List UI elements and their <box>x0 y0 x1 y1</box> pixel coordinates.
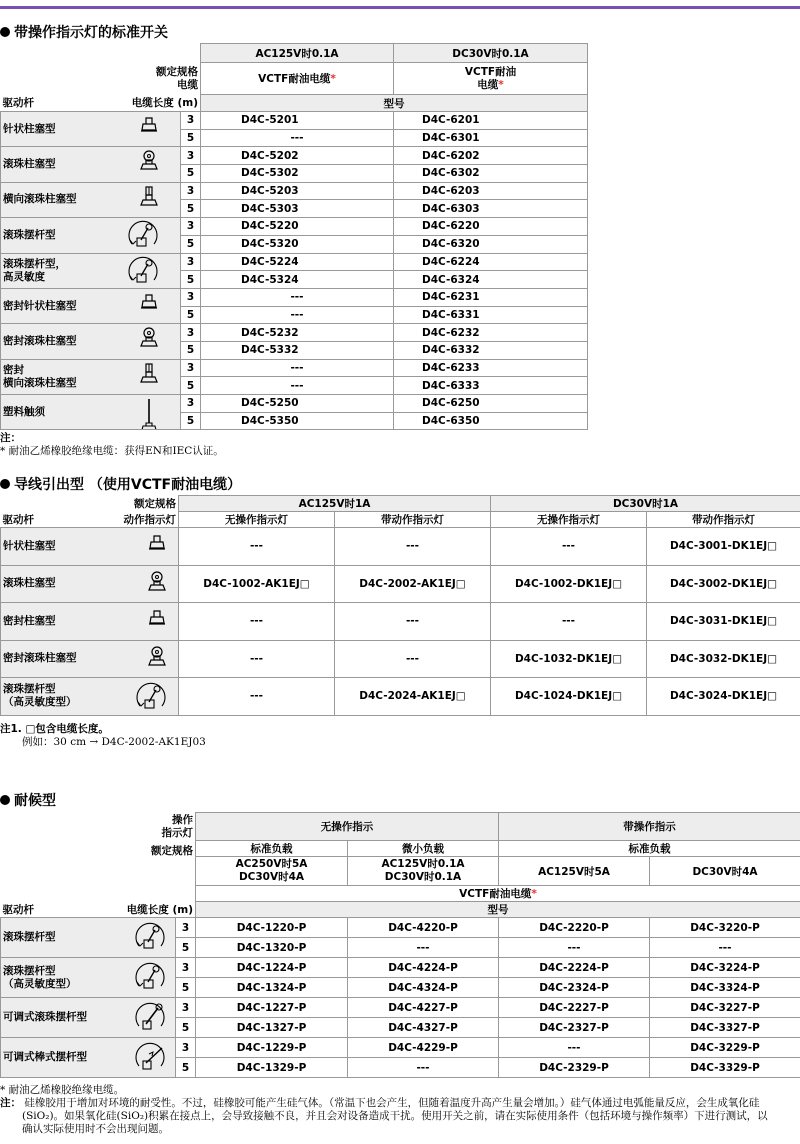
section-title-standard: 带操作指示灯的标准开关 <box>0 22 168 42</box>
model-header: 型号 <box>201 95 588 112</box>
cable-length: 3 <box>181 218 201 236</box>
cable-length: 3 <box>181 288 201 306</box>
model-dc: D4C-6202 <box>394 147 588 165</box>
actuator-name: 密封滚珠柱塞型 <box>1 640 179 678</box>
actuator-length-header: 驱动杆 电缆长度 (m) <box>2 903 193 916</box>
model-cell: D4C-1329-P <box>196 1058 348 1078</box>
rating-header: 额定规格 <box>134 498 176 510</box>
whisker-icon <box>138 397 160 430</box>
model-dc: D4C-6324 <box>394 271 588 289</box>
table-row <box>1 359 588 377</box>
cable-length: 3 <box>181 112 201 130</box>
model-ac: D4C-5332 <box>201 341 394 359</box>
cable-length: 5 <box>181 306 201 324</box>
voltage-header-1: AC250V时5A DC30V时4A <box>196 857 348 886</box>
model-ac: D4C-5320 <box>201 235 394 253</box>
cable-length: 5 <box>181 235 201 253</box>
vctf-header-1: VCTF耐油电缆* <box>201 63 394 95</box>
cable-length: 3 <box>176 918 196 938</box>
actuator-name: 针状柱塞型 <box>1 112 181 147</box>
model-ac: --- <box>201 129 394 147</box>
actuator-name: 滚珠摆杆型 <box>1 218 181 253</box>
model-cell: D4C-3032-DK1EJ□ <box>647 640 800 678</box>
blank-cell <box>1 886 196 902</box>
model-ac: D4C-5201 <box>201 112 394 130</box>
model-dc: D4C-6302 <box>394 165 588 183</box>
cable-length: 3 <box>181 324 201 342</box>
pin-plunger-icon <box>138 114 160 140</box>
std-load-header: 标准负载 <box>196 841 348 857</box>
dc-header: DC30V时1A <box>491 496 800 512</box>
cable-length: 5 <box>181 200 201 218</box>
pin-plunger-icon <box>146 607 168 633</box>
model-ac: D4C-5350 <box>201 412 394 430</box>
model-cell: D4C-1224-P <box>196 958 348 978</box>
section-title-weatherproof: 耐候型 <box>0 790 56 810</box>
model-cell: D4C-2227-P <box>499 998 650 1018</box>
model-cell: --- <box>491 528 647 566</box>
model-cell: --- <box>179 640 335 678</box>
model-cell: D4C-2002-AK1EJ□ <box>335 565 491 603</box>
model-cell: D4C-4324-P <box>348 978 499 998</box>
model-cell: D4C-1327-P <box>196 1018 348 1038</box>
table-row <box>1 1038 800 1058</box>
model-cell: D4C-4229-P <box>348 1038 499 1058</box>
model-cell: D4C-4224-P <box>348 958 499 978</box>
actuator-name: 滚珠摆杆型， 高灵敏度 <box>1 253 181 288</box>
roller-lever-icon <box>134 682 168 715</box>
model-ac: D4C-5224 <box>201 253 394 271</box>
model-cell: --- <box>335 640 491 678</box>
cable-length: 5 <box>176 978 196 998</box>
actuator-name: 密封滚珠柱塞型 <box>1 324 181 359</box>
model-dc: D4C-6224 <box>394 253 588 271</box>
section3-note: * 耐油乙烯橡胶绝缘电缆。 注： 硅橡胶用于增加对环境的耐受性。不过，硅橡胶可能产生硅气体。（常温下也会产生，但随着温度升高产生量会增加。）硅气体通过电弧能量反应，会生成氧化硅 (SiO₂)。如果氧化硅(SiO₂)积累在接点上，会导致接触不良，并且会对设备造成干扰。使用开关之前，请在实际使用条件（包括环境与操作频率）下进行测试，以 确认实际使用时不会出现问题。 <box>0 1084 768 1135</box>
model-dc: D4C-6332 <box>394 341 588 359</box>
model-cell: D4C-1002-AK1EJ□ <box>179 565 335 603</box>
actuator-name: 塑料触须 <box>1 395 181 430</box>
model-cell: D4C-3329-P <box>650 1058 800 1078</box>
model-cell: D4C-4220-P <box>348 918 499 938</box>
model-cell: D4C-3224-P <box>650 958 800 978</box>
rating-header: 额定规格 <box>151 844 193 857</box>
table-row <box>1 147 588 165</box>
table-row <box>1 998 800 1018</box>
model-dc: D4C-6303 <box>394 200 588 218</box>
model-ac: D4C-5303 <box>201 200 394 218</box>
rating-header: 额定规格 电缆 <box>156 65 198 91</box>
cable-length: 3 <box>181 147 201 165</box>
actuator-name: 滚珠摆杆型 <box>1 918 176 958</box>
cable-length: 3 <box>176 958 196 978</box>
model-cell: --- <box>335 528 491 566</box>
model-dc: D4C-6331 <box>394 306 588 324</box>
roller-lever-icon <box>126 220 160 253</box>
table-row <box>1 918 800 938</box>
pin-plunger-icon <box>138 291 160 317</box>
model-cell: --- <box>499 1038 650 1058</box>
pin-plunger-icon <box>146 532 168 558</box>
roller-plunger-icon <box>146 645 168 673</box>
model-cell: D4C-1227-P <box>196 998 348 1018</box>
vctf-header: VCTF耐油电缆* <box>196 886 800 902</box>
model-cell: D4C-2024-AK1EJ□ <box>335 678 491 716</box>
cable-length: 5 <box>181 341 201 359</box>
voltage-header-3: AC125V时5A <box>499 857 650 886</box>
model-ac: --- <box>201 359 394 377</box>
cable-length: 3 <box>176 998 196 1018</box>
model-dc: D4C-6201 <box>394 112 588 130</box>
table-row <box>1 288 588 306</box>
model-dc: D4C-6320 <box>394 235 588 253</box>
table-row <box>1 565 800 603</box>
model-cell: D4C-4227-P <box>348 998 499 1018</box>
model-ac: D4C-5203 <box>201 182 394 200</box>
actuator-length-header: 驱动杆 电缆长度 (m) <box>2 97 198 110</box>
model-cell: --- <box>179 603 335 641</box>
model-cell: D4C-3001-DK1EJ□ <box>647 528 800 566</box>
vctf-header-2: VCTF耐油 电缆* <box>394 63 588 95</box>
model-cell: --- <box>348 1058 499 1078</box>
model-cell: D4C-1024-DK1EJ□ <box>491 678 647 716</box>
model-cell: D4C-3024-DK1EJ□ <box>647 678 800 716</box>
model-cell: D4C-1220-P <box>196 918 348 938</box>
actuator-name: 针状柱塞型 <box>1 528 179 566</box>
model-cell: D4C-3229-P <box>650 1038 800 1058</box>
model-cell: --- <box>179 528 335 566</box>
table-row <box>1 678 800 716</box>
model-cell: D4C-2324-P <box>499 978 650 998</box>
model-ac: D4C-5232 <box>201 324 394 342</box>
with-indicator-header: 带操作指示 <box>499 813 800 841</box>
actuator-name: 密封 横向滚珠柱塞型 <box>1 359 181 394</box>
model-dc: D4C-6333 <box>394 377 588 395</box>
model-dc: D4C-6350 <box>394 412 588 430</box>
model-cell: D4C-1320-P <box>196 938 348 958</box>
table-row <box>1 218 588 236</box>
actuator-name: 滚珠摆杆型 （高灵敏度型） <box>1 958 176 998</box>
model-dc: D4C-6231 <box>394 288 588 306</box>
model-cell: D4C-3031-DK1EJ□ <box>647 603 800 641</box>
actuator-name: 密封针状柱塞型 <box>1 288 181 323</box>
cable-length: 5 <box>181 412 201 430</box>
no-lamp-header: 无操作指示灯 <box>179 512 335 528</box>
model-ac: D4C-5220 <box>201 218 394 236</box>
model-dc: D4C-6220 <box>394 218 588 236</box>
roller-lever-icon <box>133 922 167 956</box>
model-dc: D4C-6250 <box>394 395 588 413</box>
table-row <box>1 324 588 342</box>
actuator-name: 滚珠柱塞型 <box>1 565 179 603</box>
voltage-header-2: AC125V时0.1A DC30V时0.1A <box>348 857 499 886</box>
model-cell: D4C-2224-P <box>499 958 650 978</box>
with-lamp-header: 带动作指示灯 <box>647 512 800 528</box>
roller-lever-icon <box>126 256 160 289</box>
table-row <box>1 395 588 413</box>
table-row <box>1 253 588 271</box>
model-ac: D4C-5324 <box>201 271 394 289</box>
model-dc: D4C-6232 <box>394 324 588 342</box>
model-cell: --- <box>335 603 491 641</box>
model-ac: --- <box>201 288 394 306</box>
model-cell: D4C-2220-P <box>499 918 650 938</box>
cross-roller-plunger-icon <box>138 185 160 213</box>
roller-lever-icon <box>133 962 167 996</box>
section2-note: 注1. □包含电缆长度。 例如：30 cm → D4C-2002-AK1EJ03 <box>0 723 206 748</box>
model-ac: D4C-5250 <box>201 395 394 413</box>
model-cell: D4C-2329-P <box>499 1058 650 1078</box>
section-title-lead-wire: 导线引出型 （使用VCTF耐油电缆） <box>0 474 241 494</box>
table-row <box>1 112 588 130</box>
adjustable-rod-lever-icon <box>133 1042 167 1076</box>
model-cell: D4C-4327-P <box>348 1018 499 1038</box>
model-cell: D4C-3327-P <box>650 1018 800 1038</box>
cable-length: 3 <box>176 1038 196 1058</box>
model-ac: D4C-5302 <box>201 165 394 183</box>
adjustable-roller-lever-icon <box>133 1002 167 1036</box>
model-cell: D4C-3002-DK1EJ□ <box>647 565 800 603</box>
model-dc: D4C-6233 <box>394 359 588 377</box>
model-cell: D4C-3324-P <box>650 978 800 998</box>
cable-length: 5 <box>176 1058 196 1078</box>
model-ac: --- <box>201 377 394 395</box>
model-cell: D4C-1229-P <box>196 1038 348 1058</box>
with-lamp-header: 带动作指示灯 <box>335 512 491 528</box>
model-dc: D4C-6203 <box>394 182 588 200</box>
actuator-name: 可调式棒式摆杆型 <box>1 1038 176 1078</box>
no-lamp-header: 无操作指示灯 <box>491 512 647 528</box>
cable-length: 3 <box>181 253 201 271</box>
model-cell: --- <box>650 938 800 958</box>
model-cell: --- <box>348 938 499 958</box>
cable-length: 3 <box>181 182 201 200</box>
model-cell: D4C-3220-P <box>650 918 800 938</box>
actuator-name: 密封柱塞型 <box>1 603 179 641</box>
micro-load-header: 微小负载 <box>348 841 499 857</box>
roller-plunger-icon <box>138 326 160 354</box>
roller-plunger-icon <box>138 149 160 177</box>
actuator-name: 横向滚珠柱塞型 <box>1 182 181 217</box>
standard-switch-table <box>0 43 588 430</box>
actuator-name: 可调式滚珠摆杆型 <box>1 998 176 1038</box>
cable-length: 5 <box>176 938 196 958</box>
model-header: 型号 <box>196 902 800 918</box>
weatherproof-table <box>0 812 800 1078</box>
model-ac: --- <box>201 306 394 324</box>
op-lamp-header: 操作 指示灯 <box>161 813 193 839</box>
actuator-name: 滚珠柱塞型 <box>1 147 181 182</box>
cross-roller-plunger-icon <box>138 362 160 390</box>
cable-length: 5 <box>181 377 201 395</box>
model-cell: --- <box>491 603 647 641</box>
model-cell: D4C-2327-P <box>499 1018 650 1038</box>
cable-length: 5 <box>181 165 201 183</box>
section1-note: 注： * 耐油乙烯橡胶绝缘电缆：获得EN和IEC认证。 <box>0 432 224 457</box>
table-row <box>1 603 800 641</box>
cable-length: 3 <box>181 359 201 377</box>
ac-header: AC125V时1A <box>179 496 491 512</box>
cable-length: 5 <box>181 271 201 289</box>
no-indicator-header: 无操作指示 <box>196 813 499 841</box>
cable-length: 5 <box>181 129 201 147</box>
model-ac: D4C-5202 <box>201 147 394 165</box>
model-cell: --- <box>179 678 335 716</box>
cable-length: 3 <box>181 395 201 413</box>
table-row <box>1 640 800 678</box>
std-load-header-2: 标准负载 <box>499 841 800 857</box>
model-cell: --- <box>499 938 650 958</box>
model-cell: D4C-1002-DK1EJ□ <box>491 565 647 603</box>
model-dc: D4C-6301 <box>394 129 588 147</box>
ac-header: AC125V时0.1A <box>201 44 394 63</box>
model-cell: D4C-1032-DK1EJ□ <box>491 640 647 678</box>
actuator-name: 滚珠摆杆型 （高灵敏度型） <box>1 678 179 716</box>
roller-plunger-icon <box>146 570 168 598</box>
table-row <box>1 182 588 200</box>
lead-wire-table <box>0 495 800 716</box>
table-row <box>1 958 800 978</box>
table-row <box>1 528 800 566</box>
cable-length: 5 <box>176 1018 196 1038</box>
model-cell: D4C-3227-P <box>650 998 800 1018</box>
actuator-lamp-header: 驱动杆 动作指示灯 <box>2 513 176 526</box>
dc-header: DC30V时0.1A <box>394 44 588 63</box>
model-cell: D4C-1324-P <box>196 978 348 998</box>
voltage-header-4: DC30V时4A <box>650 857 800 886</box>
top-accent-line <box>0 6 800 9</box>
